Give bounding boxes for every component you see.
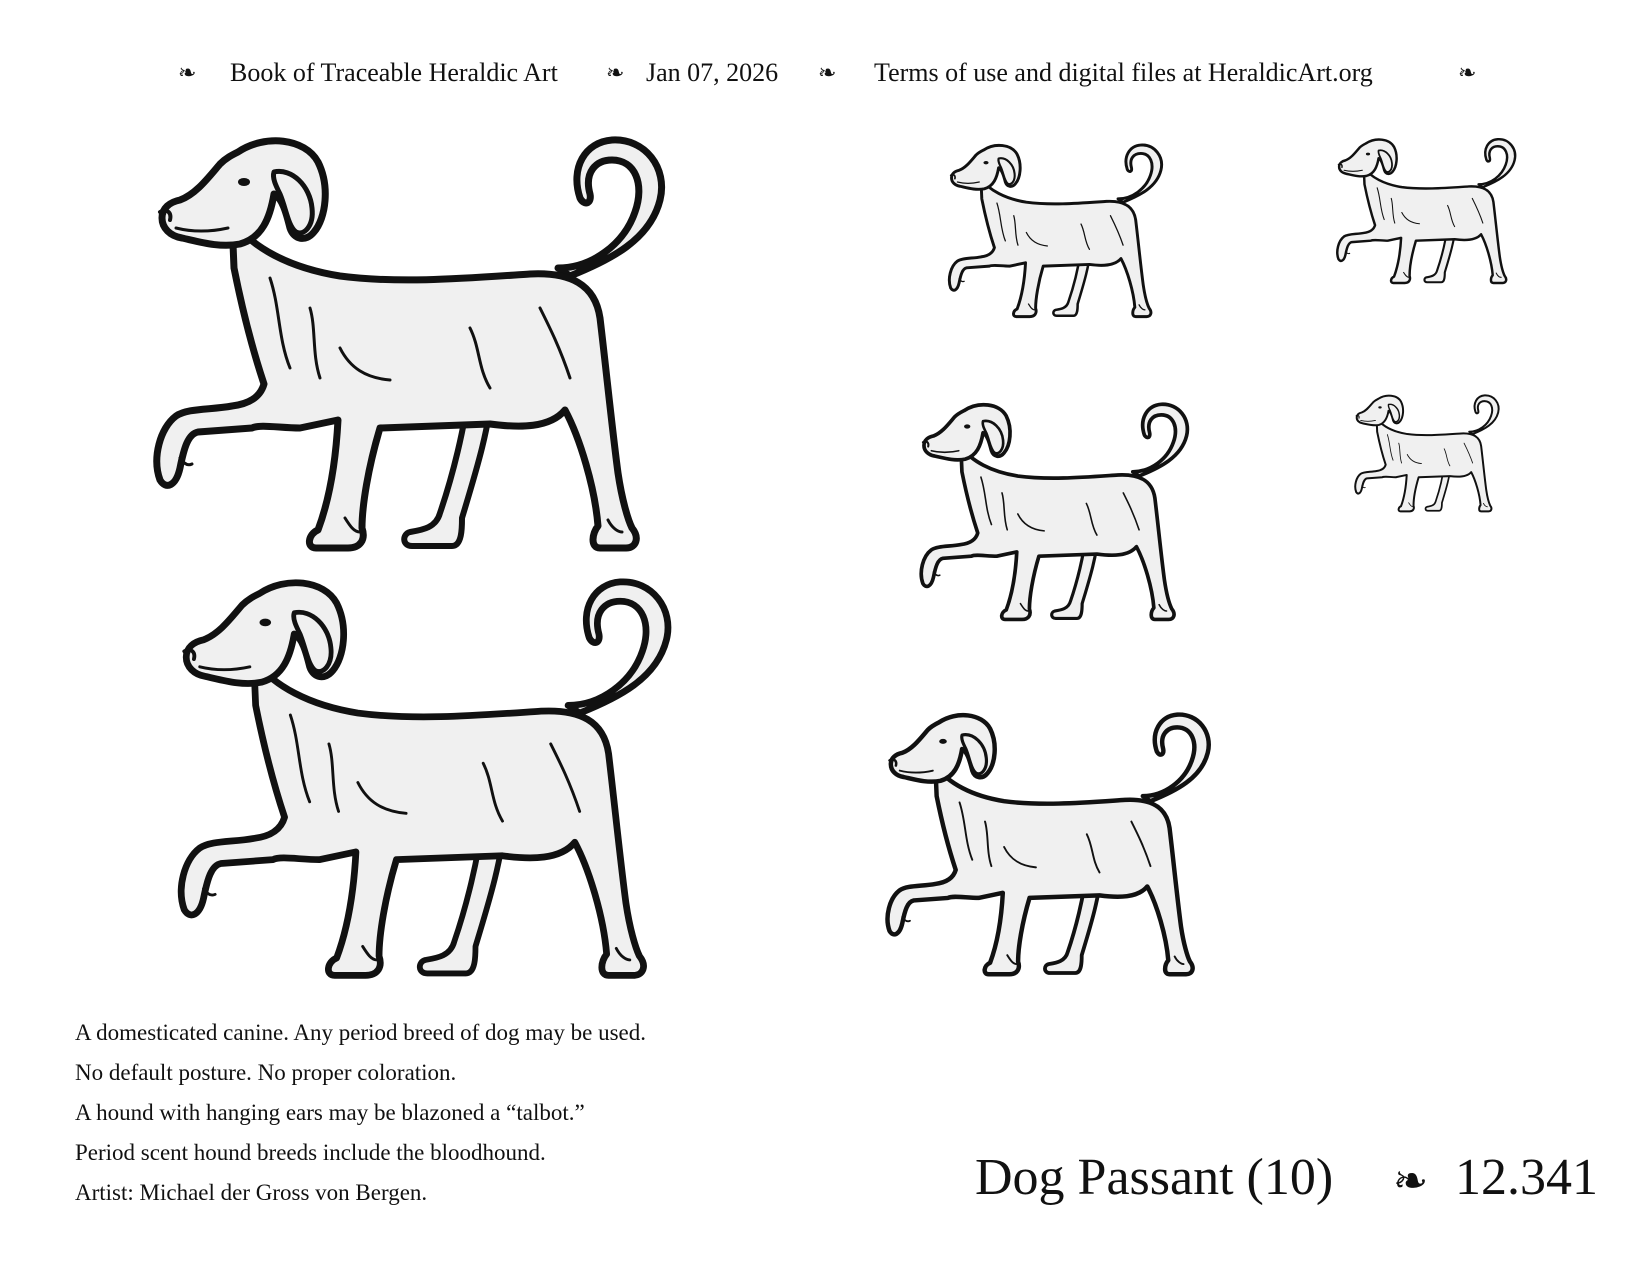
fleuron-icon: ❧ [1458,60,1477,85]
dog-large-top [140,128,700,568]
plate-name: Dog Passant (10) [975,1149,1334,1206]
dog-passant-icon [940,140,1180,325]
plate-title [975,1148,1598,1218]
dog-passant-icon [140,128,700,568]
dog-small-1 [940,140,1180,325]
dog-passant-icon [875,707,1235,987]
note-line: No default posture. No proper coloration. [75,1060,457,1085]
dog-passant-icon [1350,392,1510,517]
header-date: Jan 07, 2026 [646,58,779,87]
description-notes [75,1013,835,1213]
dog-small-3 [1350,392,1510,517]
fleuron-icon: ❧ [606,60,625,85]
note-line: A hound with hanging ears may be blazoned a “talbot.” [75,1100,585,1125]
fleuron-icon: ❧ [1393,1159,1429,1205]
dog-passant-icon [1330,135,1530,290]
fleuron-icon: ❧ [178,60,197,85]
plate-number: 12.341 [1455,1149,1598,1206]
dog-passant-icon [910,398,1210,630]
dog-small-2 [1330,135,1530,290]
terms-link-text: Terms of use and digital files at HeraldicArt.org [874,58,1373,87]
dog-medium-1 [910,398,1210,630]
book-title: Book of Traceable Heraldic Art [230,58,558,87]
artist-credit: Artist: Michael der Gross von Bergen. [75,1180,428,1205]
dog-medium-2 [875,707,1235,987]
dog-passant-icon [165,570,705,995]
page-header [0,58,1650,94]
fleuron-icon: ❧ [818,60,837,85]
note-line: Period scent hound breeds include the bloodhound. [75,1140,546,1165]
note-line: A domesticated canine. Any period breed of dog may be used. [75,1020,647,1045]
dog-large-bottom [165,570,705,995]
